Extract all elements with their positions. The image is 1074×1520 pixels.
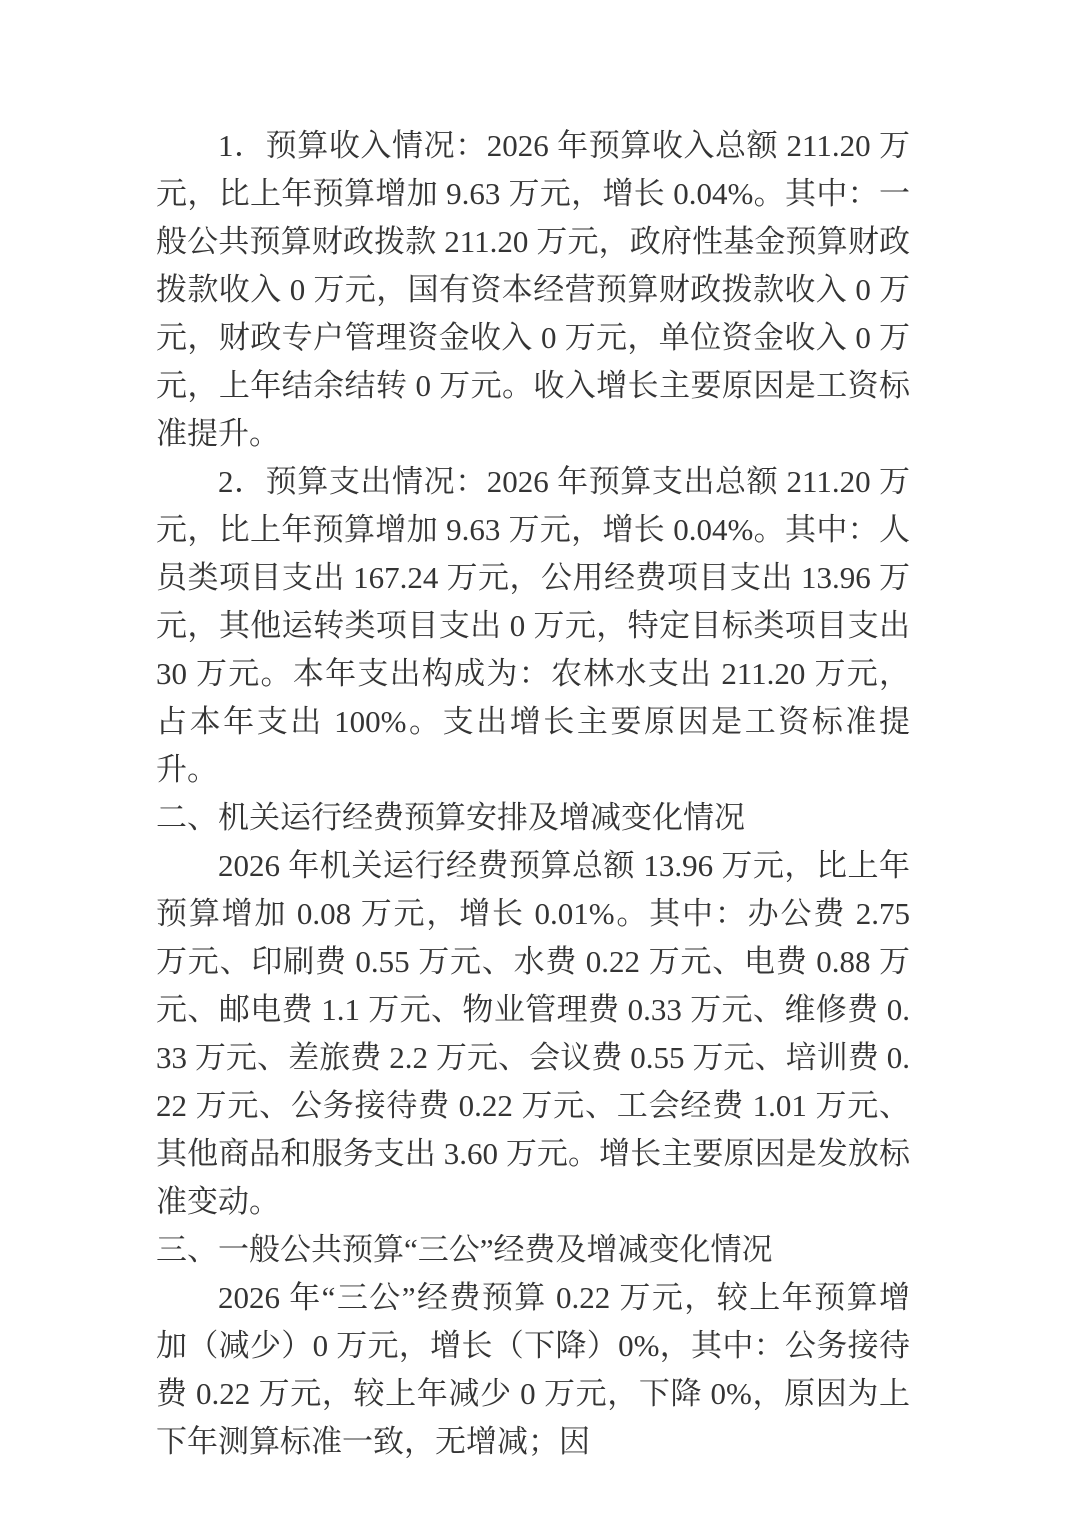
paragraph-operating-expenses-detail: 2026 年机关运行经费预算总额 13.96 万元，比上年预算增加 0.08 万元，增长 0.01%。其中：办公费 2.75 万元、印刷费 0.55 万元、水费 0.22 万元、电费 0.88 万元、邮电费 1.1 万元、物业管理费 0.33 万元、维修费 0.33 万元、差旅费 2.2 万元、会议费 0.55 万元、培训费 0.22 万元、公务接待费 0.22 万元、工会经费 1.01 万元、其他商品和服务支出 3.60 万元。增长主要原因是发放标准变动。 bbox=[156, 848, 910, 1219]
paragraph-three-public-funds-detail: 2026 年“三公”经费预算 0.22 万元，较上年预算增加（减少）0 万元，增长（下降）0%，其中：公务接待费 0.22 万元，较上年减少 0 万元，下降 0%，原因为上下年测算标准一致，无增减；因 bbox=[156, 1280, 910, 1459]
paragraph-budget-expenditure: 2．预算支出情况：2026 年预算支出总额 211.20 万元，比上年预算增加 9.63 万元，增长 0.04%。其中：人员类项目支出 167.24 万元，公用经费项目支出 13.96 万元，其他运转类项目支出 0 万元，特定目标类项目支出 30 万元。本年支出构成为：农林水支出 211.20 万元，占本年支出 100%。支出增长主要原因是工资标准提升。 bbox=[156, 464, 910, 787]
heading-section-three-three-public-funds: 三、一般公共预算“三公”经费及增减变化情况 bbox=[156, 1232, 773, 1267]
heading-section-two-operating-expenses: 二、机关运行经费预算安排及增减变化情况 bbox=[156, 800, 745, 835]
paragraph-budget-income: 1．预算收入情况：2026 年预算收入总额 211.20 万元，比上年预算增加 9.63 万元，增长 0.04%。其中：一般公共预算财政拨款 211.20 万元，政府性基金预算财政拨款收入 0 万元，国有资本经营预算财政拨款收入 0 万元，财政专户管理资金收入 0 万元，单位资金收入 0 万元，上年结余结转 0 万元。收入增长主要原因是工资标准提升。 bbox=[156, 128, 910, 451]
